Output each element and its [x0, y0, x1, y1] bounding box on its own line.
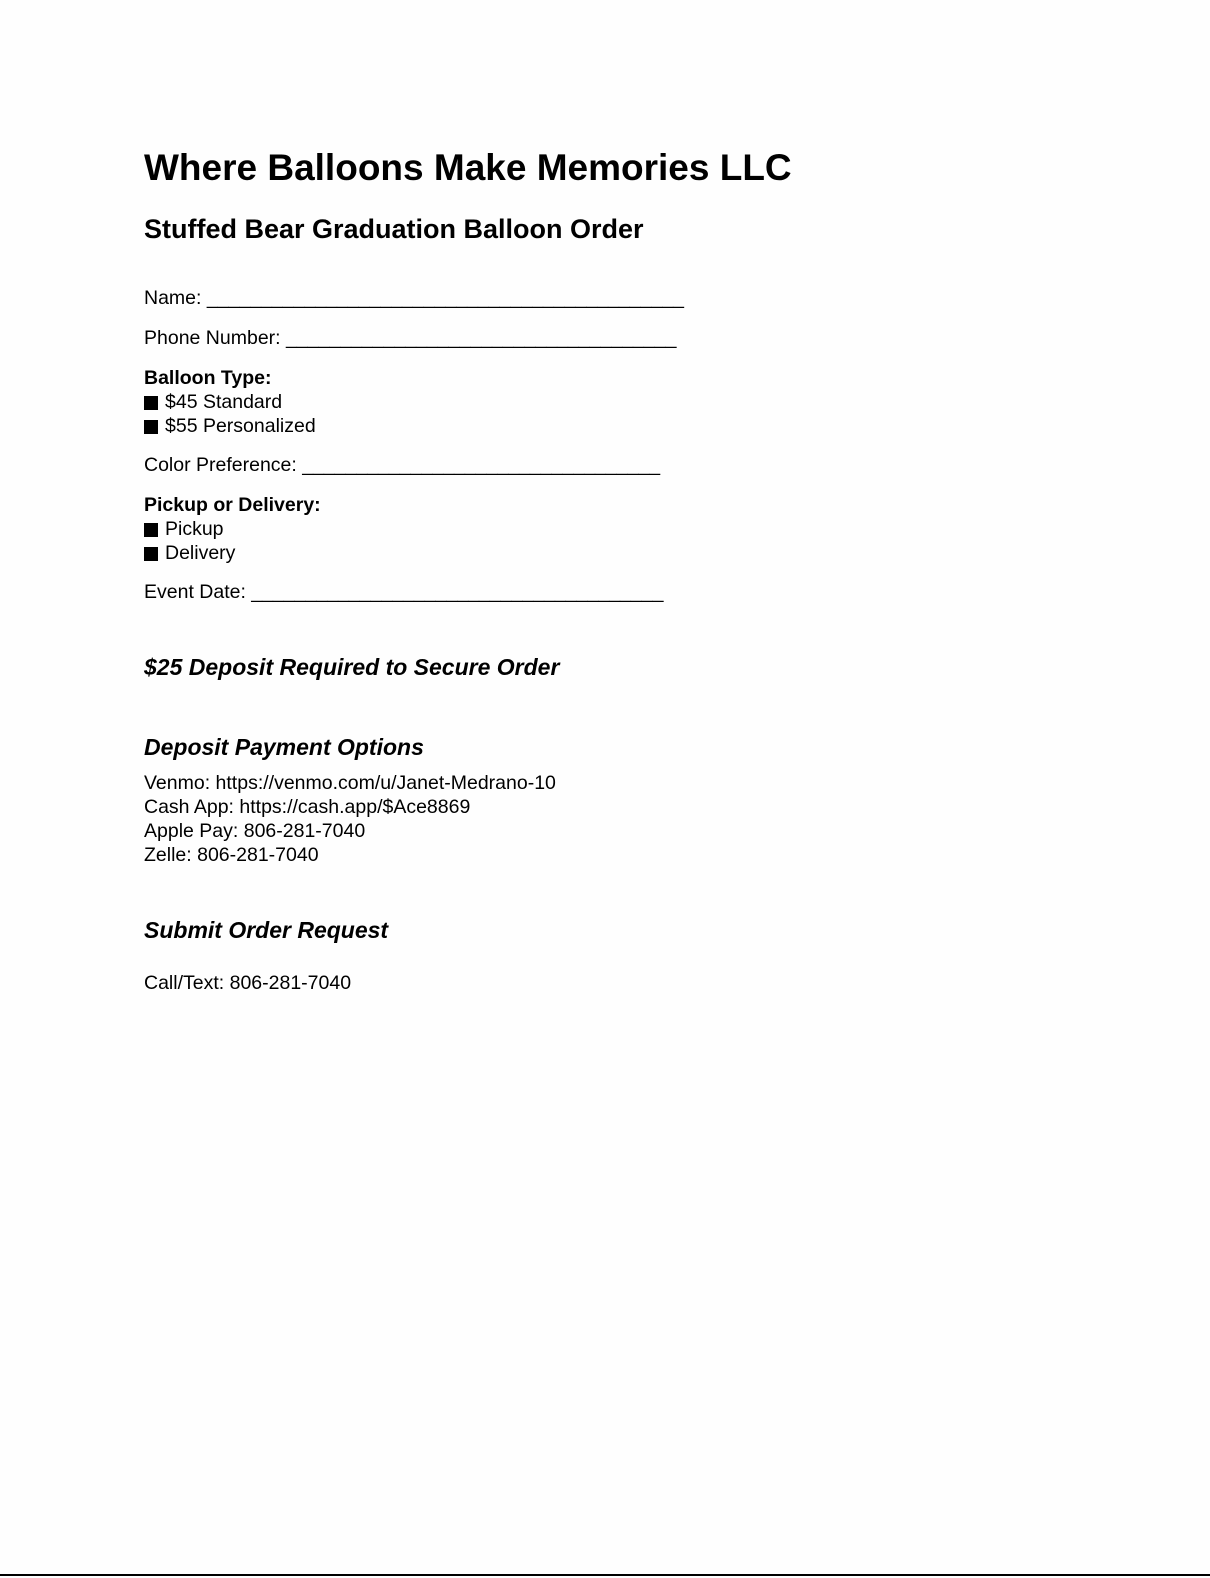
page-bottom-divider [0, 1574, 1210, 1576]
deposit-notice: $25 Deposit Required to Secure Order [144, 654, 560, 680]
color-preference-line: Color Preference: _________________________________ [144, 454, 661, 476]
balloon-option-label: $45 Standard [165, 391, 283, 413]
pickup-option [144, 520, 224, 540]
checkbox-square-icon [144, 523, 158, 537]
balloon-option-standard [144, 393, 282, 413]
delivery-option-label: Delivery [165, 542, 236, 564]
pickup-delivery-label: Pickup or Delivery: [144, 494, 321, 516]
checkbox-square-icon [144, 396, 158, 410]
payment-option-applepay: Apple Pay: 806-281-7040 [144, 820, 366, 842]
balloon-type-label: Balloon Type: [144, 367, 272, 389]
submit-contact: Call/Text: 806-281-7040 [144, 972, 352, 994]
checkbox-square-icon [144, 420, 158, 434]
checkbox-square-icon [144, 547, 158, 561]
order-form-title: Stuffed Bear Graduation Balloon Order [144, 214, 644, 244]
submit-heading: Submit Order Request [144, 917, 389, 943]
payment-option-cashapp: Cash App: https://cash.app/$Ace8869 [144, 796, 471, 818]
balloon-option-label: $55 Personalized [165, 415, 316, 437]
delivery-option [144, 544, 235, 564]
company-title: Where Balloons Make Memories LLC [144, 147, 792, 188]
payment-option-zelle: Zelle: 806-281-7040 [144, 844, 319, 866]
pickup-option-label: Pickup [165, 518, 224, 540]
name-field-line: Name: ____________________________________________ [144, 287, 685, 309]
phone-field-line: Phone Number: ____________________________________ [144, 327, 677, 349]
deposit-options-heading: Deposit Payment Options [144, 734, 424, 760]
balloon-option-personalized [144, 417, 316, 437]
event-date-line: Event Date: ______________________________________ [144, 581, 664, 603]
payment-option-venmo: Venmo: https://venmo.com/u/Janet-Medrano-10 [144, 772, 556, 794]
